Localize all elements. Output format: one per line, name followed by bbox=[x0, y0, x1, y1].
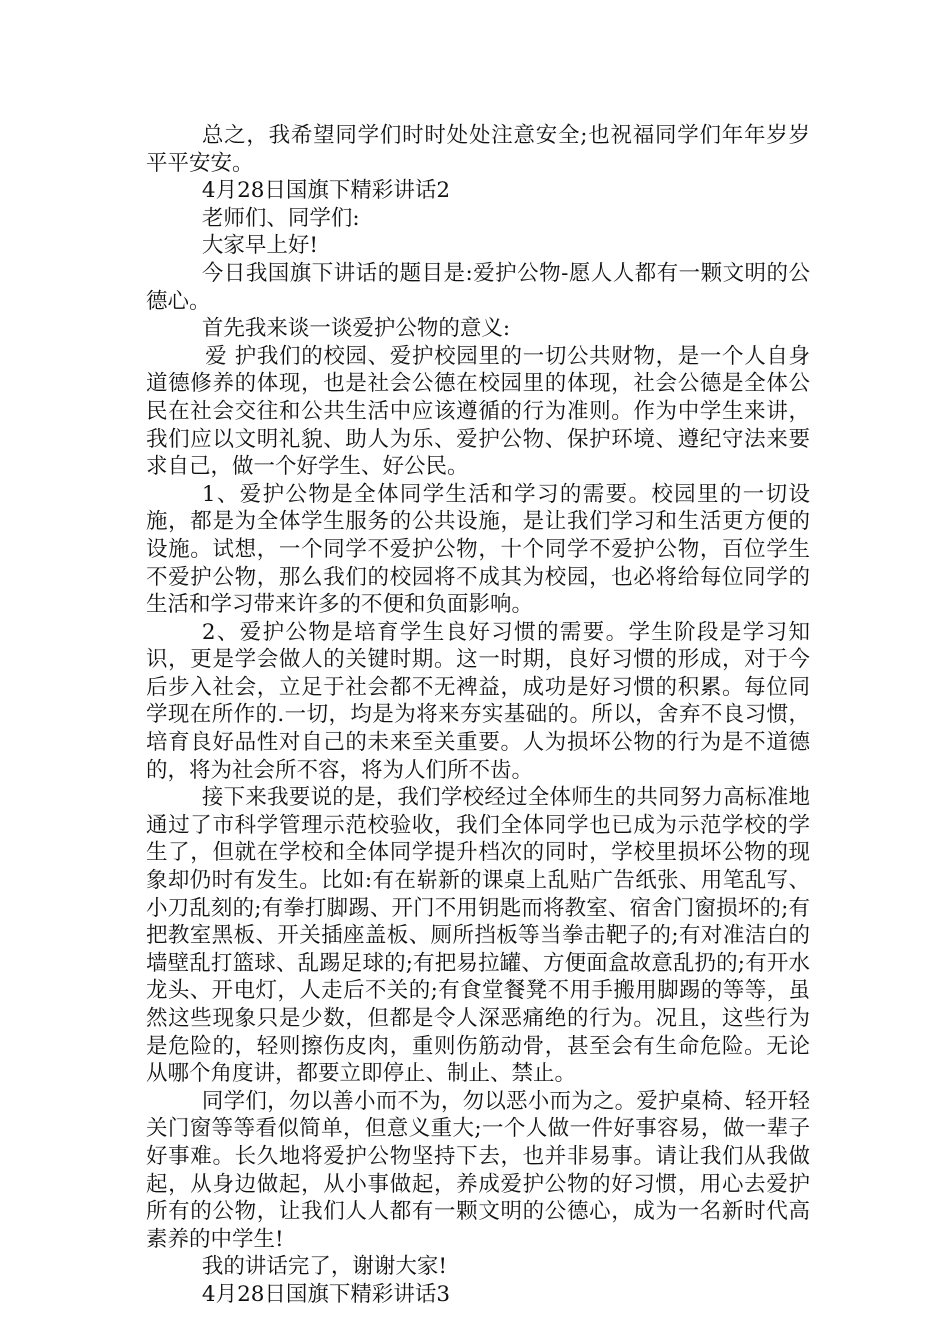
paragraph-intro: 首先我来谈一谈爱护公物的意义: bbox=[201, 316, 511, 342]
paragraph-school-status: 接下来我要说的是，我们学校经过全体师生的共同努力高标准地通过了市科学管理示范校验收，我们全体同学也已成为示范学校的学生了，但就在学校和全体同学提升档次的同时，学校里损坏公物的现象却仍时有发生。比如:有在崭新的课桌上乱贴广告纸张、用笔乱写、小刀乱刻的;有拳打脚踢、开门不用钥匙而将教室、宿舍门窗损坏的;有把教室黑板、开关插座盖板、厕所挡板等当拳击靶子的;有对准洁白的墙壁乱打篮球、乱踢足球的;有把易拉罐、方便面盒故意乱扔的;有开水龙头、开电灯，人走后不关的;有食堂餐凳不用手搬用脚踢的等等，虽然这些现象只是少数，但都是令人深恶痛绝的行为。况且，这些行为是危险的，轻则擦伤皮肉，重则伤筋动骨，甚至会有生命危险。无论从哪个角度讲，都要立即停止、制止、禁止。 bbox=[146, 785, 810, 1087]
speech-heading-2: 4月28日国旗下精彩讲话2 bbox=[201, 178, 451, 204]
paragraph-point-1: 1、爱护公物是全体同学生活和学习的需要。校园里的一切设施，都是为全体学生服务的公共设施，是让我们学习和生活更方便的设施。试想，一个同学不爱护公物，十个同学不爱护公物，百位学生不爱护公物，那么我们的校园将不成其为校园，也必将给每位同学的生活和学习带来许多的不便和负面影响。 bbox=[146, 481, 810, 618]
document-body bbox=[146, 122, 810, 1309]
paragraph-call-to-action: 同学们，勿以善小而不为，勿以恶小而为之。爱护桌椅、轻开轻关门窗等等看似简单，但意义重大;一个人做一件好事容易，做一辈子好事难。长久地将爱护公物坚持下去，也并非易事。请让我们从我做起，从身边做起，从小事做起，养成爱护公物的好习惯，用心去爱护所有的公物，让我们人人都有一颗文明的公德心，成为一名新时代高素养的中学生! bbox=[146, 1088, 810, 1252]
paragraph-closing-wish: 总之，我希望同学们时时处处注意安全;也祝福同学们年年岁岁平平安安。 bbox=[146, 123, 810, 176]
paragraph-topic: 今日我国旗下讲话的题目是:爱护公物-愿人人都有一颗文明的公德心。 bbox=[146, 260, 810, 314]
greeting: 大家早上好! bbox=[201, 233, 319, 259]
paragraph-thanks: 我的讲话完了，谢谢大家! bbox=[201, 1254, 448, 1280]
speech-heading-3: 4月28日国旗下精彩讲话3 bbox=[201, 1281, 451, 1307]
salutation: 老师们、同学们: bbox=[201, 205, 360, 231]
paragraph-significance: 爱 护我们的校园、爱护校园里的一切公共财物，是一个人自身道德修养的体现，也是社会公德在校园里的体现，社会公德是全体公民在社会交往和公共生活中应该遵循的行为准则。作为中学生来讲，我们应以文明礼貌、助人为乐、爱护公物、保护环境、遵纪守法来要求自己，做一个好学生、好公民。 bbox=[146, 343, 810, 480]
paragraph-point-2: 2、爱护公物是培育学生良好习惯的需要。学生阶段是学习知识，更是学会做人的关键时期。这一时期，良好习惯的形成，对于今后步入社会，立足于社会都不无裨益，成功是好习惯的积累。每位同学现在所作的.一切，均是为将来夯实基础的。所以，舍弃不良习惯，培育良好品性对自己的未来至关重要。人为损坏公物的行为是不道德的，将为社会所不容，将为人们所不齿。 bbox=[146, 619, 810, 783]
